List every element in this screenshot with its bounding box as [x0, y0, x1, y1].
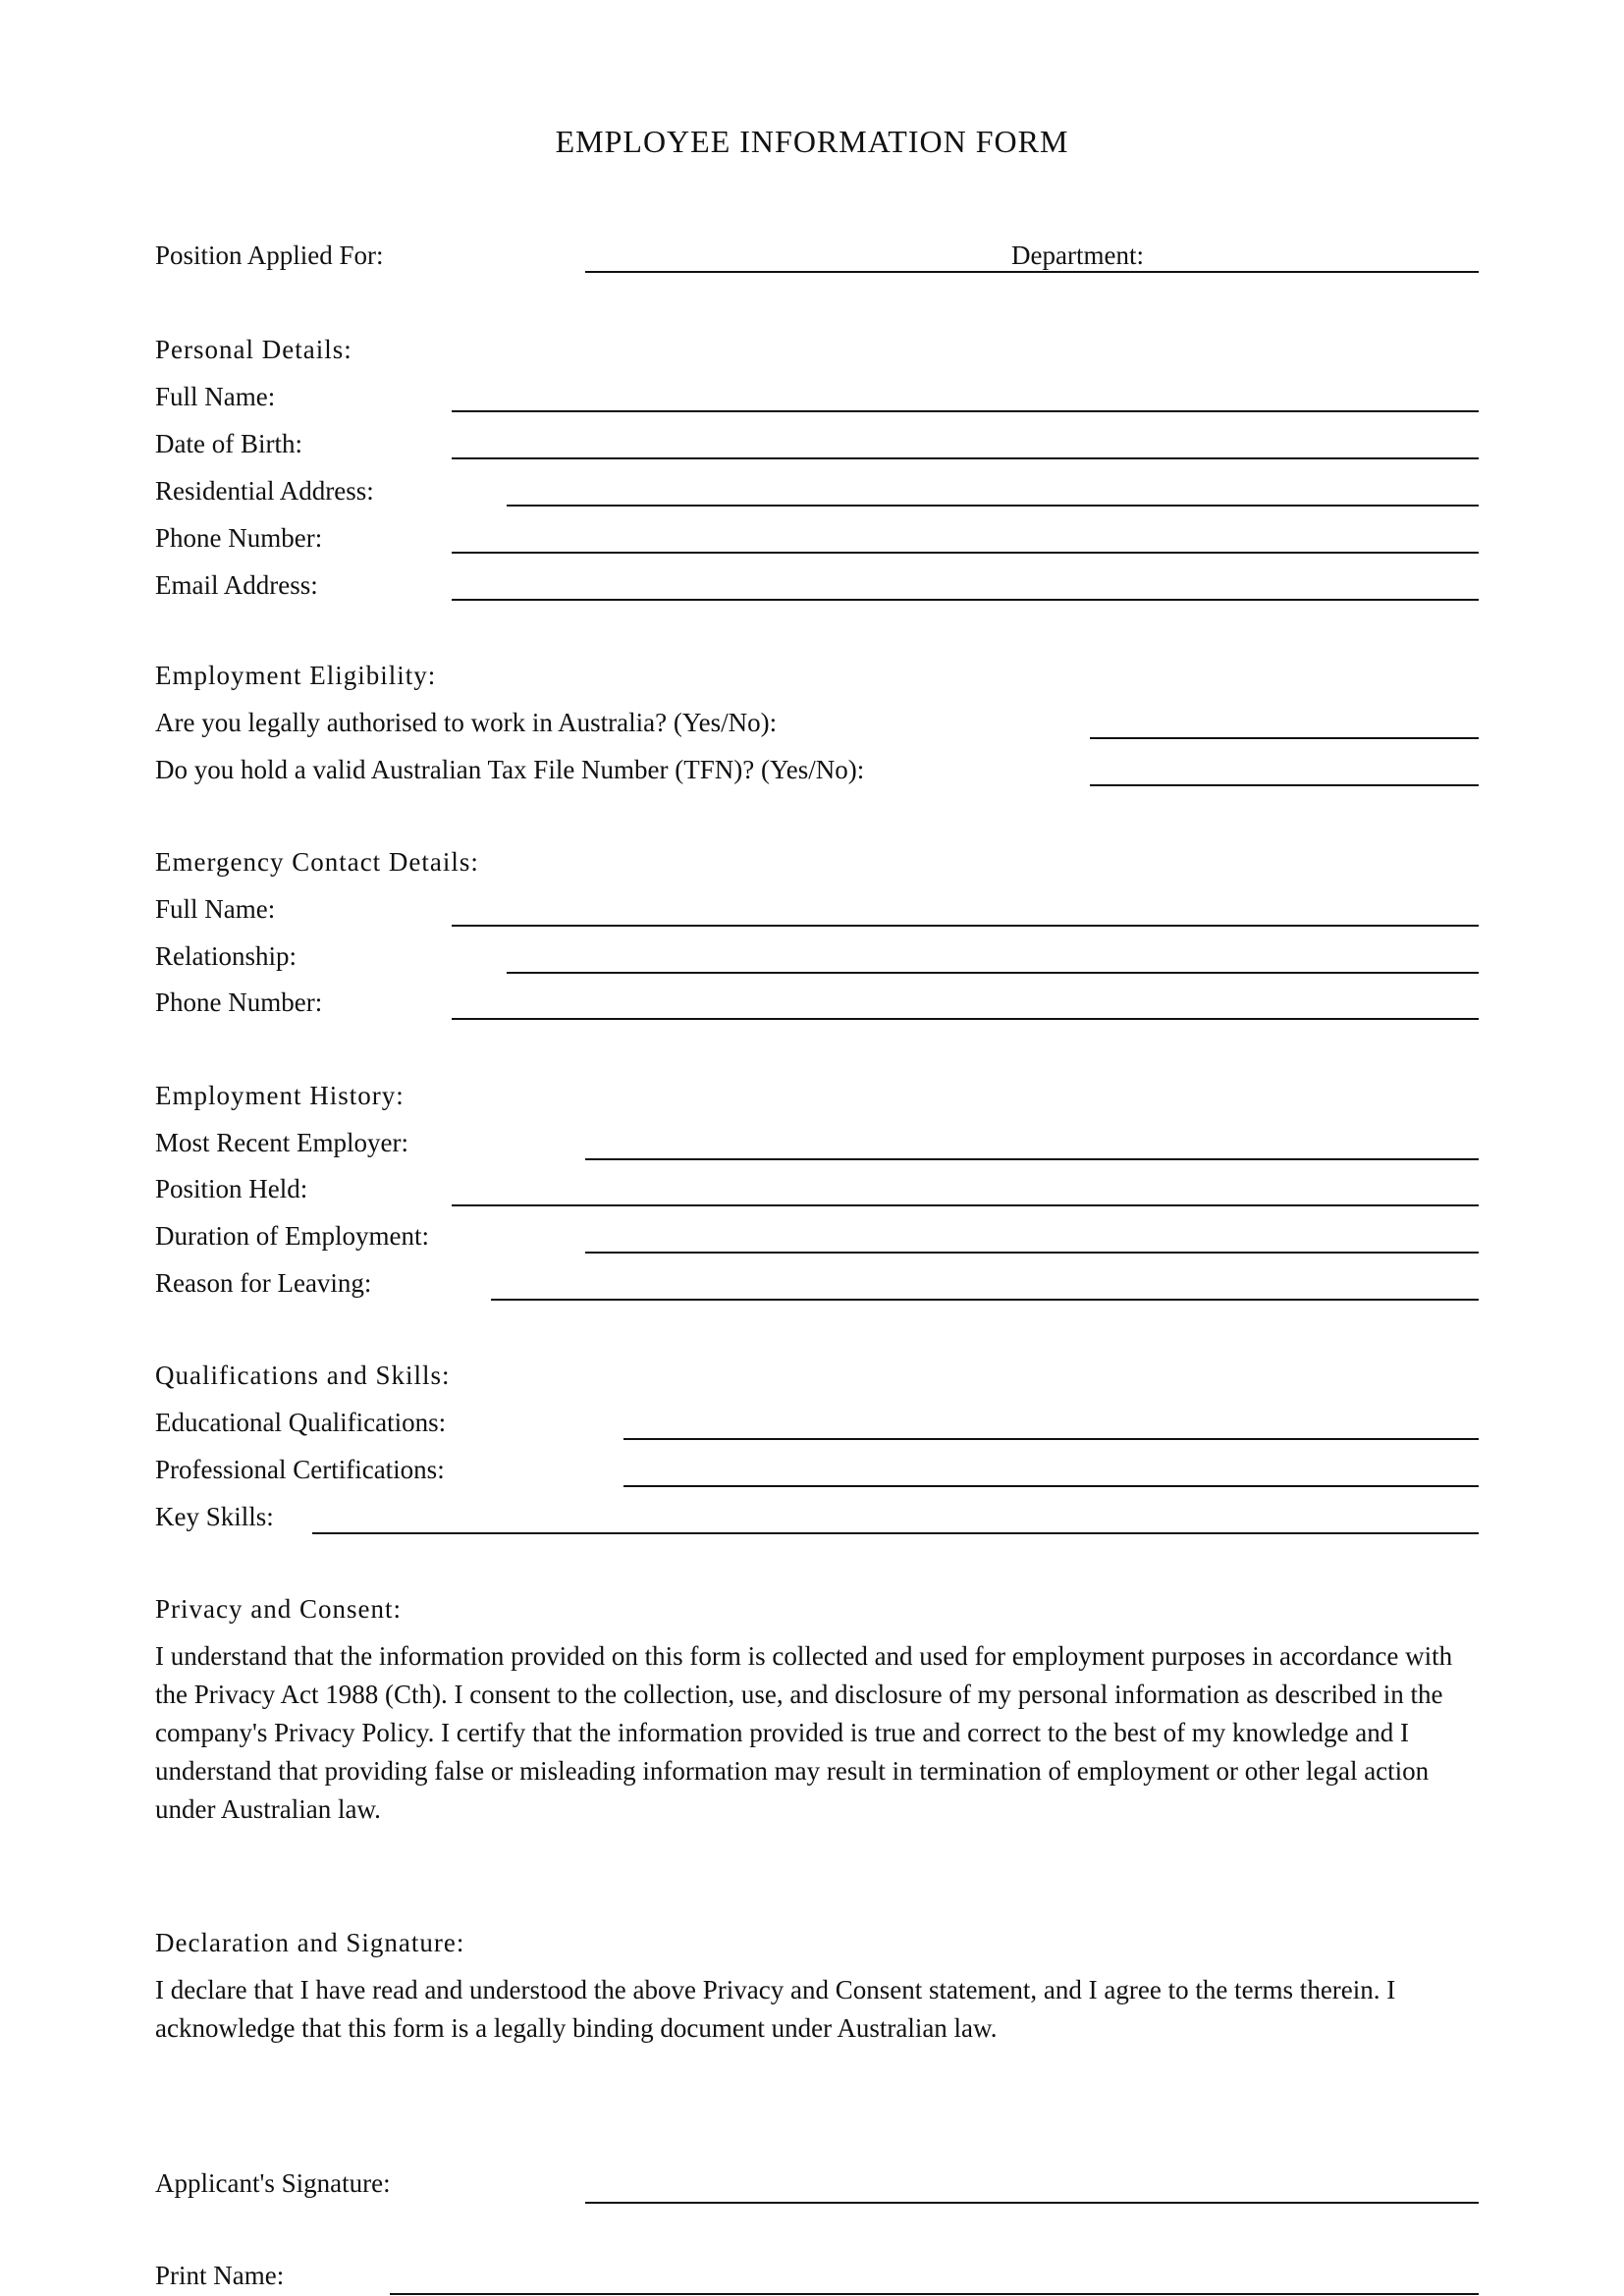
authorised-to-work-field[interactable]	[1090, 737, 1479, 739]
professional-certifications-field[interactable]	[623, 1485, 1479, 1487]
residential-address-field[interactable]	[507, 505, 1479, 507]
position-held-label: Position Held:	[155, 1174, 308, 1203]
emergency-phone-number-field[interactable]	[452, 1018, 1479, 1020]
privacy-heading: Privacy and Consent:	[155, 1594, 402, 1624]
form-title: EMPLOYEE INFORMATION FORM	[555, 124, 1069, 159]
duration-of-employment-label: Duration of Employment:	[155, 1221, 429, 1251]
declaration-statement: I declare that I have read and understood the above Privacy and Consent statement, and I agree to the terms therein. I acknowledge that this form is a legally binding document under Australian law.	[155, 1975, 1396, 2043]
reason-for-leaving-field[interactable]	[491, 1299, 1479, 1301]
print-name-label: Print Name:	[155, 2261, 285, 2290]
most-recent-employer-field[interactable]	[585, 1158, 1479, 1160]
emergency-contact-heading: Emergency Contact Details:	[155, 847, 479, 877]
tfn-label: Do you hold a valid Australian Tax File Number (TFN)? (Yes/No):	[155, 755, 865, 784]
key-skills-field[interactable]	[312, 1532, 1479, 1534]
personal-details-heading: Personal Details:	[155, 335, 352, 364]
declaration-heading: Declaration and Signature:	[155, 1928, 465, 1957]
relationship-label: Relationship:	[155, 941, 297, 971]
emergency-phone-number-label: Phone Number:	[155, 988, 323, 1017]
relationship-field[interactable]	[507, 972, 1479, 974]
date-of-birth-label: Date of Birth:	[155, 429, 302, 458]
full-name-field[interactable]	[452, 410, 1479, 412]
qualifications-heading: Qualifications and Skills:	[155, 1361, 451, 1390]
emergency-full-name-label: Full Name:	[155, 894, 276, 924]
position-held-field[interactable]	[452, 1204, 1479, 1206]
educational-qualifications-field[interactable]	[623, 1438, 1479, 1440]
professional-certifications-label: Professional Certifications:	[155, 1455, 445, 1484]
email-address-label: Email Address:	[155, 570, 318, 600]
print-name-field[interactable]	[390, 2293, 1479, 2295]
date-of-birth-field[interactable]	[452, 457, 1479, 459]
phone-number-field[interactable]	[452, 552, 1479, 554]
applicant-signature-label: Applicant's Signature:	[155, 2168, 391, 2198]
employment-history-heading: Employment History:	[155, 1081, 405, 1110]
emergency-full-name-field[interactable]	[452, 925, 1479, 927]
applicant-signature-field[interactable]	[585, 2202, 1479, 2204]
reason-for-leaving-label: Reason for Leaving:	[155, 1268, 372, 1298]
key-skills-label: Key Skills:	[155, 1502, 274, 1531]
email-address-field[interactable]	[452, 599, 1479, 601]
position-applied-for-field[interactable]	[585, 271, 1479, 273]
position-applied-for-label: Position Applied For:	[155, 240, 384, 270]
educational-qualifications-label: Educational Qualifications:	[155, 1408, 447, 1437]
authorised-to-work-label: Are you legally authorised to work in Australia? (Yes/No):	[155, 708, 778, 737]
phone-number-label: Phone Number:	[155, 523, 323, 553]
employment-eligibility-heading: Employment Eligibility:	[155, 661, 437, 690]
residential-address-label: Residential Address:	[155, 476, 374, 506]
tfn-field[interactable]	[1090, 784, 1479, 786]
full-name-label: Full Name:	[155, 382, 276, 411]
department-label: Department:	[1011, 240, 1144, 270]
most-recent-employer-label: Most Recent Employer:	[155, 1128, 408, 1157]
privacy-statement: I understand that the information provided on this form is collected and used for employment purposes in accordance with the Privacy Act 1988 (Cth). I consent to the collection, use, and disclosure of my personal information as described in the company's Privacy Policy. I certify that the information provided is true and correct to the best of my knowledge and I understand that providing false or misleading information may result in termination of employment or other legal action under Australian law.	[155, 1641, 1453, 1824]
duration-of-employment-field[interactable]	[585, 1252, 1479, 1254]
